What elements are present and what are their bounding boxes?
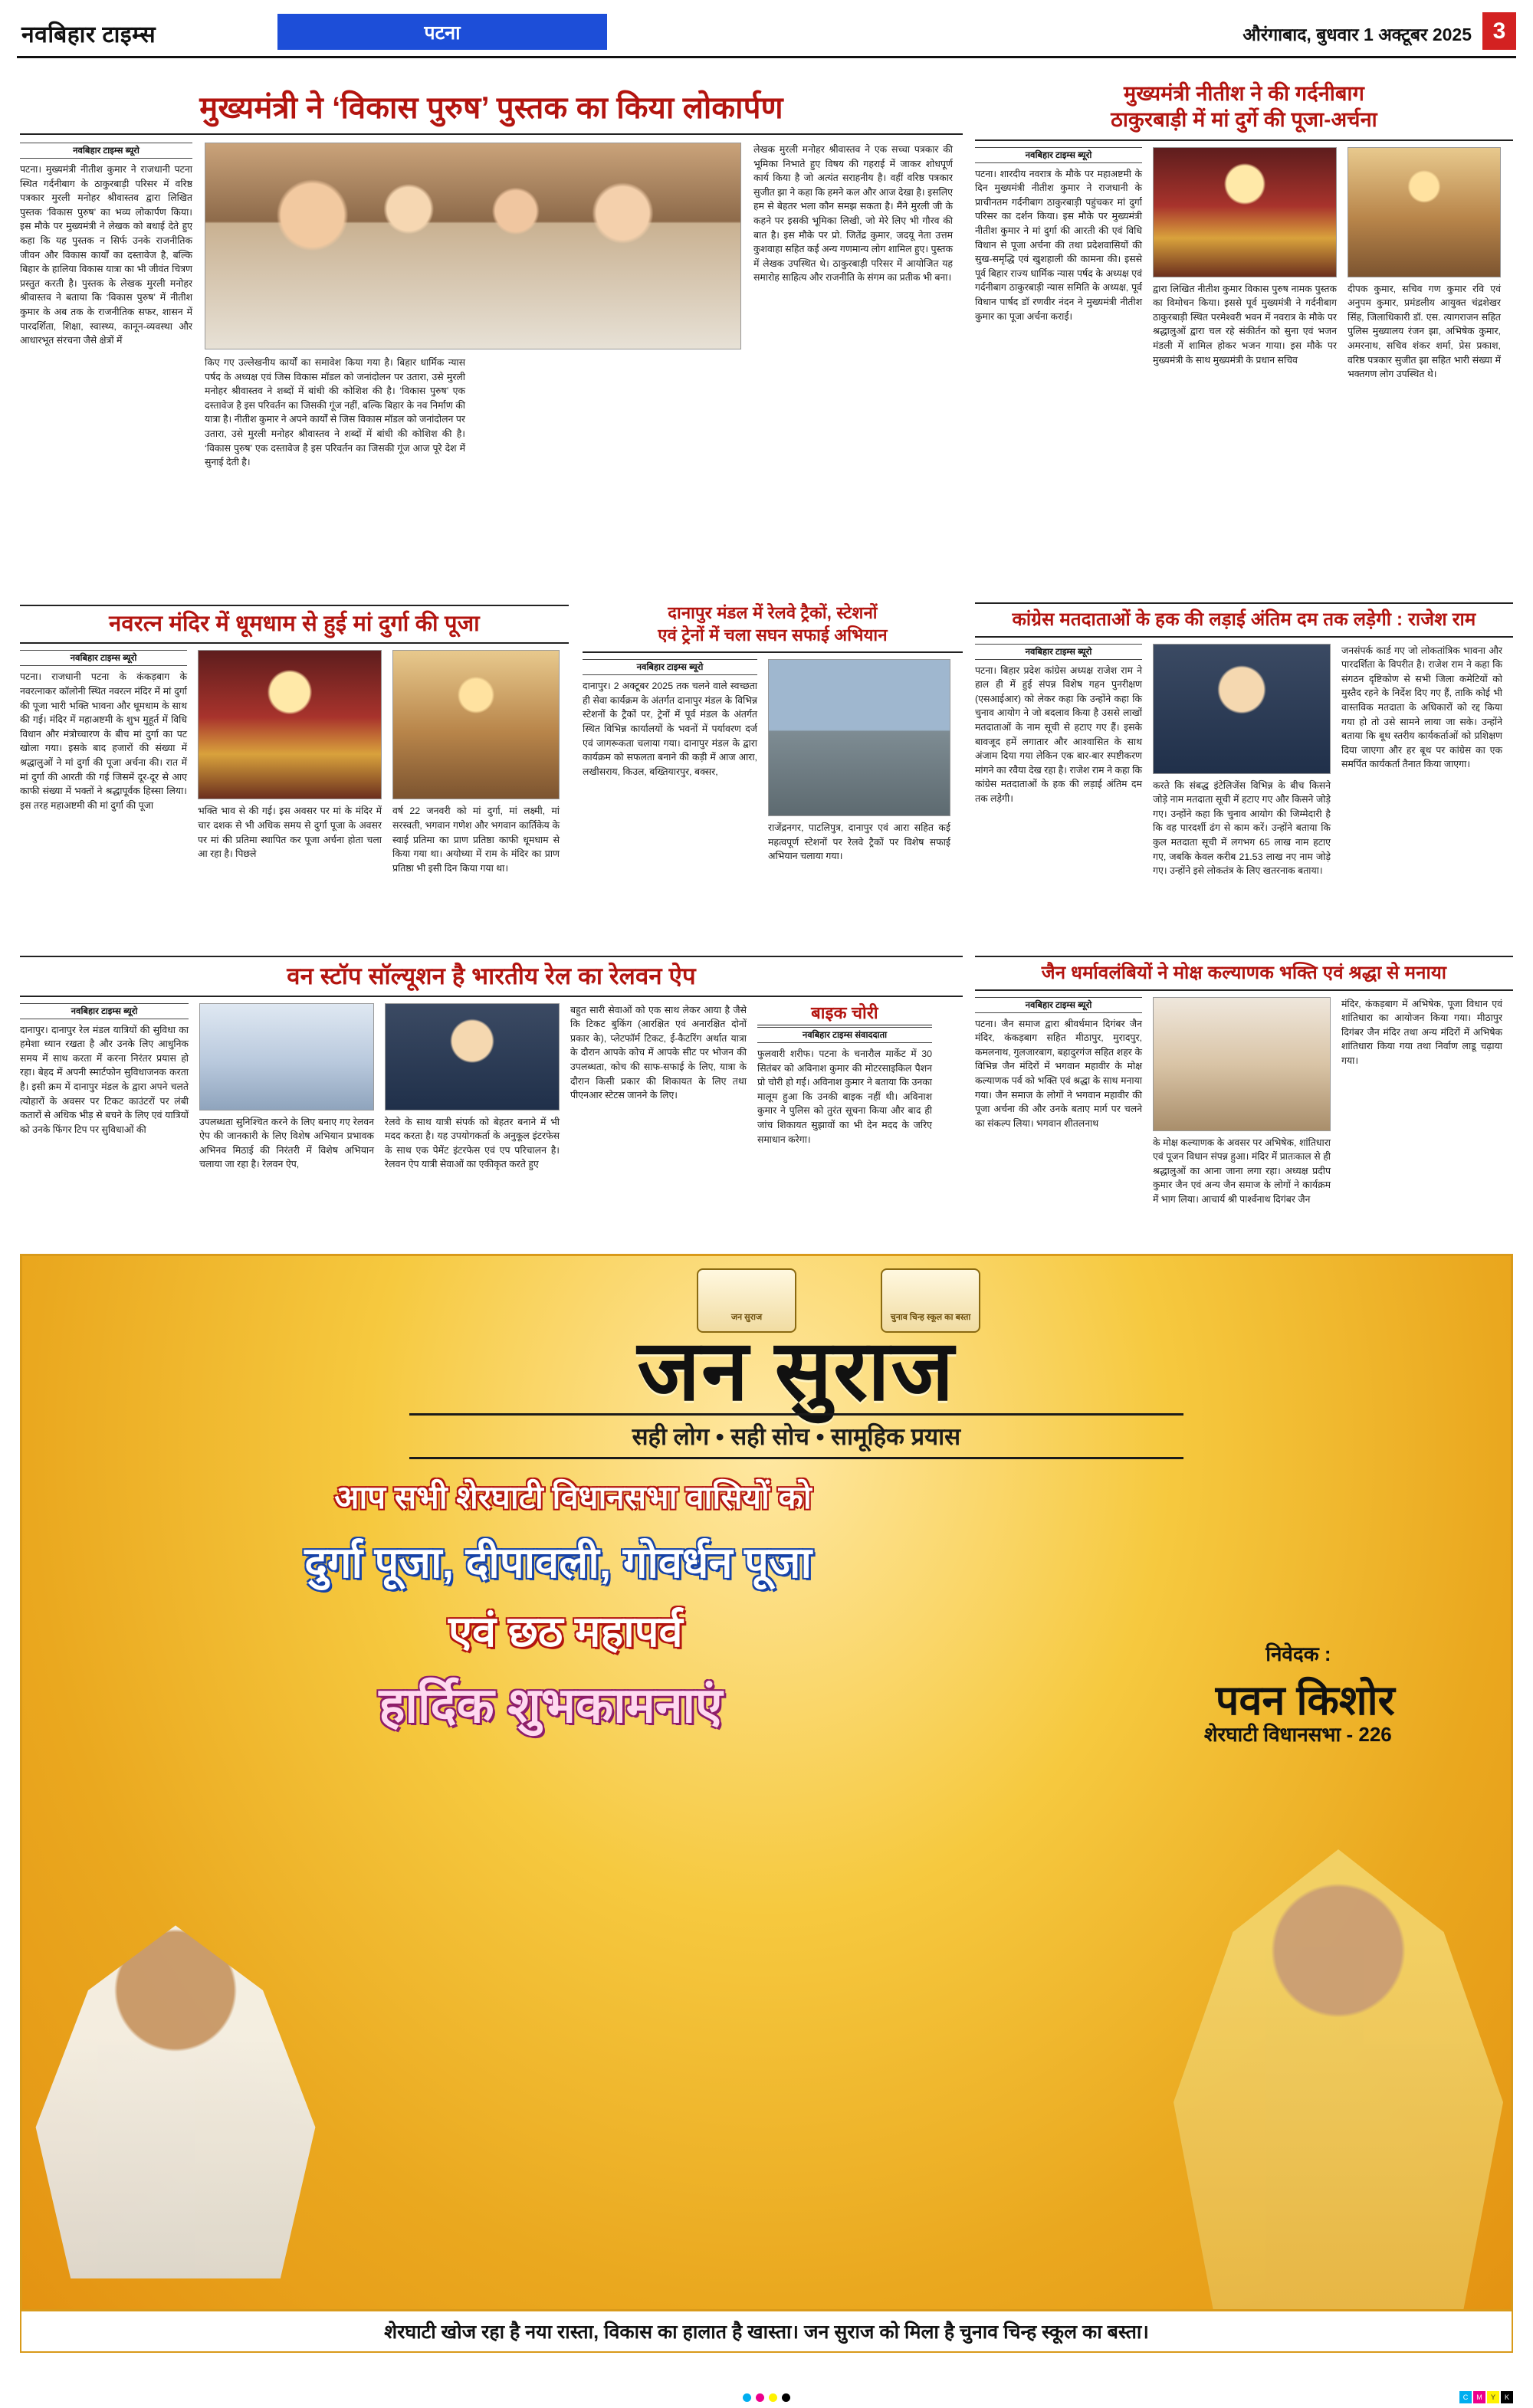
navratna-headline: नवरत्न मंदिर में धूमधाम से हुई मां दुर्गा की पूजा xyxy=(20,605,569,644)
jain-column-1 xyxy=(975,997,1142,1207)
congress-text-2: करते कि संबद्ध इंटेलिजेंस विभिन्न के बीच किसने जोड़े नाम मतदाता सूची में हटाए गए और किसने जोड़े गए। उन्होंने कहा कि चुनाव आयोग की जिम्मेदारी है कि वह पारदर्शी ढंग से काम करें। उन्होंने बताया कि कुल मतदाता सूची में लगभग 65 लाख नाम हटाए गए, जबकि केवल करीब 21.53 लाख नए नाम जोड़े गए। उन्होंने इसे लोकतंत्र के लिए खतरनाक बताया। xyxy=(1153,779,1331,877)
story-danapur-cleanliness xyxy=(583,602,963,864)
danapur-headline-line1: दानापुर मंडल में रेलवे ट्रैकों, स्टेशनों xyxy=(668,603,878,622)
jain-photo xyxy=(1153,997,1331,1131)
story-railone-app xyxy=(20,956,963,1172)
durga-headline-line1: मुख्यमंत्री नीतीश ने की गर्दनीबाग xyxy=(1123,82,1364,105)
congress-column-3 xyxy=(1341,644,1502,878)
masthead-spacer xyxy=(607,11,1242,56)
navratna-byline: नवबिहार टाइम्स ब्यूरो xyxy=(20,650,187,666)
congress-byline: नवबिहार टाइम्स ब्यूरो xyxy=(975,644,1142,660)
danapur-photo xyxy=(768,659,950,816)
railone-photo-app xyxy=(199,1003,374,1111)
cmyk-bar xyxy=(1459,2391,1513,2403)
jain-text-2: के मोक्ष कल्याणक के अवसर पर अभिषेक, शांतिधारा एवं पूजन विधान संपन्न हुआ। मंदिर में प्रातःकाल से ही श्रद्धालुओं का आना जाना लगा रहा। अध्यक्ष प्रदीप कुमार जैन एवं अन्य जैन समाज के लोगों ने कार्यक्रम में भाग लिया। आचार्य श्री पार्श्वनाथ दिगंबर जैन xyxy=(1153,1137,1331,1206)
lead-story xyxy=(20,86,963,470)
congress-photo xyxy=(1153,644,1331,774)
danapur-text-2: राजेंद्रनगर, पाटलिपुत्र, दानापुर एवं आरा सहित कई महत्वपूर्ण स्टेशनों पर रेलवे ट्रैकों पर विशेष सफाई अभियान चलाया गया। xyxy=(768,822,950,862)
danapur-column-1 xyxy=(583,659,757,864)
ad-candidate-name: पवन किशोर xyxy=(1215,1678,1395,1724)
danapur-headline-line2: एवं ट्रेनों में चला सघन सफाई अभियान xyxy=(583,625,963,654)
railone-column-3 xyxy=(385,1003,560,1172)
railone-column-2 xyxy=(199,1003,374,1172)
durga-text-1: पटना। शारदीय नवरात्र के मौके पर महाअष्टमी के दिन मुख्यमंत्री नीतीश कुमार ने राजधानी के प्राचीनतम गर्दनीबाग ठाकुरबाड़ी पहुंचकर मां दुर्गा परिसर का दर्शन किया। इस मौके पर मुख्यमंत्री नीतीश कुमार ने मां दुर्गा की आरती की एवं विधि विधान से पूजा अर्चना की तथा प्रदेशवासियों की सुख-समृद्धि एवं खुशहाली की कामना की। इससे पूर्व बिहार राज्य धार्मिक न्यास पर्षद के अध्यक्ष एवं गर्दनीबाग ठाकुरबाड़ी न्यास समिति के अध्यक्ष, पूर्व विधान पार्षद डॉ रणवीर नंदन ने मुख्यमंत्री नीतीश कुमार का पूजा अर्चना कराई। xyxy=(975,168,1142,322)
story-cm-durga-puja xyxy=(975,81,1513,382)
cmyk-k: K xyxy=(1501,2391,1513,2403)
jain-byline: नवबिहार टाइम्स ब्यूरो xyxy=(975,997,1142,1013)
congress-text-1: पटना। बिहार प्रदेश कांग्रेस अध्यक्ष राजेश राम ने हाल ही में हुई संपन्न विशेष गहन पुनरीक्षण (एसआईआर) को लेकर कहा कि उन्होंने कहा कि चुनाव आयोग ने जो बदलाव किया है उससे लाखों मतदाताओं के नाम सूची से हटाए गए हैं। इसके बावजूद हमें लगातार और आश्वासित के साथ अंजाम दिया गया लेकिन एक बार-बार स्पष्टीकरण मांगने का रवैया देख रहा है। राजेश राम ने कहा कि कांग्रेस मतदाताओं के हक की लड़ाई अंतिम दम तक लड़ेगी। xyxy=(975,664,1142,805)
ad-candidate-photo xyxy=(1174,1849,1503,2309)
lead-text-1: पटना। मुख्यमंत्री नीतीश कुमार ने राजधानी पटना स्थित गर्दनीबाग के ठाकुरबाड़ी परिसर में वरिष्ठ पत्रकार मुरली मनोहर श्रीवास्तव द्वारा लिखित पुस्तक ‘विकास पुरुष’ का भव्य लोकार्पण किया। इस मौके पर मुख्यमंत्री ने लेखक को बधाई देते हुए कहा कि यह पुस्तक न सिर्फ उनके राजनीतिक जीवन और विकास कार्यों का दस्तावेज है, बल्कि बिहार के हालिया विकास यात्रा का भी जीवंत चित्रण प्रस्तुत करती है। पुस्तक के लेखक मुरली मनोहर श्रीवास्तव ने बताया कि ‘विकास पुरुष’ में नीतीश कुमार के अब तक के राजनीतिक सफर, शासन में पारदर्शिता, शिक्षा, स्वास्थ्य, कानून-व्यवस्था और आधारभूत संरचना जैसे क्षेत्रों में xyxy=(20,164,192,346)
navratna-text-1: पटना। राजधानी पटना के कंकड़बाग के नवरत्नाकर कॉलोनी स्थित नवरत्न मंदिर में मां दुर्गा की पूजा भारी भक्ति भावना और धूमधाम के साथ की गई। मंदिर में महाअष्टमी के शुभ मुहूर्त में विधि विधान और मंत्रोच्चारण के बीच मां दुर्गा का पट खोला गया। इसके बाद हजारों की संख्या में श्रद्धालुओं ने मां दुर्गा की पूजा अर्चना की। रात में मां दुर्गा की आरती की गई जिसमें दूर-दूर से आए काफी संख्या में भक्तों ने श्रद्धापूर्वक हिस्सा लिया। इस तरह महाअष्टमी की मां दुर्गा की पूजा xyxy=(20,671,187,811)
durga-column-3 xyxy=(1348,147,1501,382)
congress-headline: कांग्रेस मतदाताओं के हक की लड़ाई अंतिम दम तक लड़ेगी : राजेश राम xyxy=(975,602,1513,638)
lead-text-2: किए गए उल्लेखनीय कार्यों का समावेश किया गया है। बिहार धार्मिक न्यास पर्षद के अध्यक्ष एवं जिस विकास मॉडल को जनांदोलन पर उतारा, उसे मुरली मनोहर श्रीवास्तव ने शब्दों में बांधी की कोशिश की है। ‘विकास पुरुष’ एक दस्तावेज है इस परिवर्तन का जिसकी गूंज नहीं, बल्कि बिहार के नव निर्माण की यात्रा है। नीतीश कुमार ने अपने कार्यों से जिस विकास मॉडल को जनांदोलन पर उतारा, उसे मुरली मनोहर श्रीवास्तव ने शब्दों में बांधी की कोशिश की है। ‘विकास पुरुष’ एक दस्तावेज है इस परिवर्तन का जिसकी गूंज आज पूरे देश में सुनाई देती है। xyxy=(205,357,465,468)
ad-greeting-line-3: एवं छठ महापर्व xyxy=(448,1607,683,1655)
newspaper-page xyxy=(0,11,1533,2408)
railone-text-4: रेलवे के साथ यात्री संपर्क को बेहतर बनाने में भी मदद करता है। यह उपयोगकर्ता के अनुकूल इंटरफेस के साथ एक पेमेंट इंटरफेस एवं एप परिचालन है। रेलवन ऐप यात्री सेवाओं का एकीकृत करते हुए xyxy=(385,1116,560,1170)
lead-text-2b xyxy=(478,356,741,370)
ad-greeting-line-4: हार्दिक शुभकामनाएं xyxy=(379,1678,723,1733)
railone-text-3: बहुत सारी सेवाओं को एक साथ लेकर आया है जैसे कि टिकट बुकिंग (आरक्षित एवं अनारक्षित दोनों प्रकार के), प्लेटफॉर्म टिकट, ई-कैटरिंग अर्थात यात्रा के दौरान आपके कोच में आपके सीट पर भोजन की उपलब्धता, कोच की साफ-सफाई के लिए, यात्रा के दौरान किसी प्रकार की शिकायत के लिए तथा पीएनआर स्टेटस जानने के लिए। xyxy=(570,1004,747,1101)
ad-logo-badge-left: जन सुराज xyxy=(697,1268,796,1333)
jain-headline: जैन धर्मावलंबियों ने मोक्ष कल्याणक भक्ति एवं श्रद्धा से मनाया xyxy=(975,956,1513,991)
durga-byline: नवबिहार टाइम्स ब्यूरो xyxy=(975,147,1142,163)
durga-text-3: दीपक कुमार, सचिव गण कुमार रवि एवं अनुपम कुमार, प्रमंडलीय आयुक्त चंद्रशेखर सिंह, जिलाधिकारी डॉ. एस. त्यागराजन सहित पुलिस मुख्यालय रंजन झा, अभिषेक कुमार, अमरनाथ, सचिव शंकर शर्मा, प्रेस प्रकाश, वरिष्ठ पत्रकार सुजीत झा सहित भारी संख्या में भक्तगण लोग उपस्थित थे। xyxy=(1348,283,1501,380)
danapur-column-2 xyxy=(768,659,950,864)
navratna-text-2: भक्ति भाव से की गई। इस अवसर पर मां के मंदिर में चार दशक से भी अधिक समय से दुर्गा पूजा के अवसर पर मां की प्रतिमा स्थापित कर पूजा अर्चना होता चला आ रहा है। पिछले xyxy=(198,805,382,860)
lead-column-1 xyxy=(20,143,192,470)
railone-byline: नवबिहार टाइम्स ब्यूरो xyxy=(20,1003,189,1019)
ad-greeting-line-2: दुर्गा पूजा, दीपावली, गोवर्धन पूजा xyxy=(304,1538,812,1586)
ad-brand-title: जन सुराज xyxy=(637,1324,956,1418)
durga-column-1 xyxy=(975,147,1142,382)
railone-column-1 xyxy=(20,1003,189,1172)
durga-column-2 xyxy=(1153,147,1337,382)
durga-photo xyxy=(1153,147,1337,277)
advertisement-jan-suraaj[interactable] xyxy=(20,1254,1513,2311)
registration-dots xyxy=(743,2393,790,2402)
ad-speaker-photo xyxy=(30,1918,321,2278)
railone-headline: वन स्टॉप सॉल्यूशन है भारतीय रेल का रेलवन ऐप xyxy=(20,956,963,997)
bike-theft-text: फुलवारी शरीफ। पटना के चनारौल मार्केट में 30 सितंबर को अविनाश कुमार की मोटरसाइकिल पैशन प्रो चोरी हो गई। अविनाश कुमार ने बताया कि उनका मालूम हुआ कि उनकी बाइक नहीं थी। अविनाश कुमार ने पुलिस को तुरंत सूचना किया और बाद ही जांच शिकायत सुझावों का भी देन मदद के जरिए समाधान करेगा। xyxy=(757,1048,932,1145)
navratna-column-1 xyxy=(20,650,187,875)
durga-headline-line2: ठाकुरबाड़ी में मां दुर्गे की पूजा-अर्चना xyxy=(975,107,1513,141)
congress-column-1 xyxy=(975,644,1142,878)
ad-footer-slogan: शेरघाटी खोज रहा है नया रास्ता, विकास का हालात है खास्ता। जन सुराज को मिला है चुनाव चिन्ह स्कूल का बस्ता। xyxy=(20,2311,1513,2353)
durga-photo-2 xyxy=(1348,147,1501,277)
story-jain-moksha xyxy=(975,956,1513,1207)
danapur-byline: नवबिहार टाइम्स ब्यूरो xyxy=(583,659,757,675)
ad-greeting-line-1: आप सभी शेरघाटी विधानसभा वासियों को xyxy=(334,1479,812,1515)
masthead-dateline: औरंगाबाद, बुधवार 1 अक्टूबर 2025 xyxy=(1242,24,1472,44)
cmyk-y: Y xyxy=(1487,2391,1499,2403)
jain-text-1: पटना। जैन समाज द्वारा श्रीवर्धमान दिगंबर जैन मंदिर, कंकड़बाग सहित मीठापुर, मुरादपुर, कमलनाथ, गुलजारबाग, बहादुरगंज सहित शहर के विभिन्न जैन मंदिरों में भगवान महावीर के मोक्ष कल्याणक पर्व को भक्ति एवं श्रद्धा के साथ मनाया गया। जैन समाज के लोगों ने भगवान महावीर की पूजा अर्चना की और उनके बताए मार्ग पर चलने का संकल्प लिया। भगवान शीतलनाथ xyxy=(975,1018,1142,1129)
lead-text-3: लेखक मुरली मनोहर श्रीवास्तव ने एक सच्चा पत्रकार की भूमिका निभाते हुए विषय की गहराई में जाकर शोधपूर्ण कार्य किया है जो अत्यंत सराहनीय है। वहीं वरिष्ठ पत्रकार सुजीत झा ने कहा कि हमने कल और आज देखा है। इसलिए हम से बेहतर भला कौन समझ सकता है। मैंने मुरली जी के कहने पर इसकी भूमिका लिखी, जो मेरे लिए भी गौरव की बात है। इस मौके पर प्रो. जितेंद्र कुमार, जदयू नेता उत्तम कुशवाहा सहित कई अन्य गणमान्य लोग शामिल हुए। पुस्तक में लेखक उपस्थित थे। ठाकुरबाड़ी परिसर में आयोजित यह समारोह साहित्य और राजनीति के संगम का प्रतीक भी बना। xyxy=(753,144,953,284)
masthead-logo: नवबिहार टाइम्स xyxy=(21,22,156,48)
lead-photo xyxy=(205,143,741,349)
congress-text-3: जनसंपर्क कार्ड गए जो लोकतांत्रिक भावना और पारदर्शिता के विपरीत है। राजेश राम ने कहा कि संगठन दृष्टिकोण से सभी जिला कमेटियों को मुस्तैद रहने के निर्देश दिए गए हैं, ताकि कोई भी वास्तविक मतदाता के अधिकारों को रद्द किया गया हो तो उसे सामने लाया जा सके। उन्होंने बताया कि बूथ स्तरीय कार्यकर्ताओं को प्रशिक्षण दिया जाएगा और हर बूथ पर कांग्रेस का एक समर्पित कार्यकर्ता तैनात किया जाएगा। xyxy=(1341,645,1502,770)
lead-byline: नवबिहार टाइम्स ब्यूरो xyxy=(20,143,192,159)
durga-text-2: द्वारा लिखित नीतीश कुमार विकास पुरुष नामक पुस्तक का विमोचन किया। इससे पूर्व मुख्यमंत्री ने गर्दनीबाग ठाकुरबाड़ी स्थित परमेश्वरी भवन में नवरात्र के मौके पर श्रद्धालुओं द्वारा चल रहे संकीर्तन को सुना एवं भजन मंडली में शामिल होकर भजन गाया। इस मौके पर मुख्यमंत्री के साथ मुख्यमंत्री के प्रधान सचिव xyxy=(1153,283,1337,366)
railone-text-1: दानापुर। दानापुर रेल मंडल यात्रियों की सुविधा का हमेशा ध्यान रखता है और उनके लिए आधुनिक समय में साथ करता में करना निरंतर प्रयास हो रहा। बेहद में अपनी स्मार्टफोन सुविधाजनक करता है। इसी क्रम में दानापुर मंडल के द्वारा अपने चलते त्योहारों के अवसर पर टिकट काउंटरों पर लंबी कतारों से अधिक भीड़ से बचने के लिए एवं यात्रियों को उनके फिंगर टिप पर सुविधाओं की xyxy=(20,1024,189,1135)
bike-theft-byline: नवबिहार टाइम्स संवाददाता xyxy=(757,1027,932,1043)
ad-from-label: निवेदक : xyxy=(1265,1642,1331,1665)
cmyk-c: C xyxy=(1459,2391,1472,2403)
railone-column-5 xyxy=(757,1003,932,1172)
navratna-text-3: वर्ष 22 जनवरी को मां दुर्गा, मां लक्ष्मी, मां सरस्वती, भगवान गणेश और भगवान कार्तिकेय के स्वाई प्रतिमा का प्राण प्रतिष्ठा काफी धूमधाम से किया गया था। अयोध्या में राम के मंदिर का प्राण प्रतिष्ठा भी इसी दिन किया गया था। xyxy=(392,805,560,874)
congress-column-2 xyxy=(1153,644,1331,878)
ad-symbol-badge-right: चुनाव चिन्ह स्कूल का बस्ता xyxy=(881,1268,980,1333)
jain-column-3 xyxy=(1341,997,1502,1207)
navratna-column-3 xyxy=(392,650,560,875)
story-navratna-mandir xyxy=(20,605,569,875)
navratna-photo xyxy=(198,650,382,799)
story-congress-voters xyxy=(975,602,1513,878)
ad-tagline: सही लोग • सही सोच • सामूहिक प्रयास xyxy=(409,1413,1183,1459)
navratna-photo-2 xyxy=(392,650,560,799)
danapur-text-1: दानापुर। 2 अक्टूबर 2025 तक चलने वाले स्वच्छता ही सेवा कार्यक्रम के अंतर्गत दानापुर मंडल के विभिन्न स्टेशनों के ट्रैकों पर, ट्रेनों में पूर्व मंडल के अंतर्गत स्थित विभिन्न कार्यालयों के भवनों में पर्यावरण दर्ज एवं जागरूकता चलाया गया। दानापुर मंडल के द्वारा कार्यक्रम को सफलता बनाने की कड़ी में आज आरा, लखीसराय, किउल, बख्तियारपुर, बक्सर, xyxy=(583,681,757,777)
railone-column-4 xyxy=(570,1003,747,1172)
masthead-city: पटना xyxy=(277,14,607,50)
railone-text-2: उपलब्धता सुनिश्चित करने के लिए बनाए गए रेलवन ऐप की जानकारी के लिए विशेष अभियान प्रभावक अभिनव मिठाई की निरंतरी में विशेष अभियान चलाया जा रहा है। रेलवन ऐप, xyxy=(199,1116,374,1170)
ad-constituency: शेरघाटी विधानसभा - 226 xyxy=(1203,1723,1392,1746)
masthead-page-number: 3 xyxy=(1482,12,1516,50)
bike-theft-headline: बाइक चोरी xyxy=(757,1003,932,1025)
railone-photo-officer xyxy=(385,1003,560,1111)
masthead xyxy=(17,11,1516,58)
jain-text-3: मंदिर, कंकड़बाग में अभिषेक, पूजा विधान एवं शांतिधारा का आयोजन किया गया। मीठापुर दिगंबर जैन मंदिर तथा अन्य मंदिरों में अभिषेक शांतिधारा किया गया तथा निर्वाण लाडू चढ़ाया गया। xyxy=(1341,998,1502,1067)
jain-column-2 xyxy=(1153,997,1331,1207)
cmyk-m: M xyxy=(1473,2391,1485,2403)
lead-headline: मुख्यमंत्री ने ‘विकास पुरुष’ पुस्तक का किया लोकार्पण xyxy=(20,86,963,135)
navratna-column-2 xyxy=(198,650,382,875)
